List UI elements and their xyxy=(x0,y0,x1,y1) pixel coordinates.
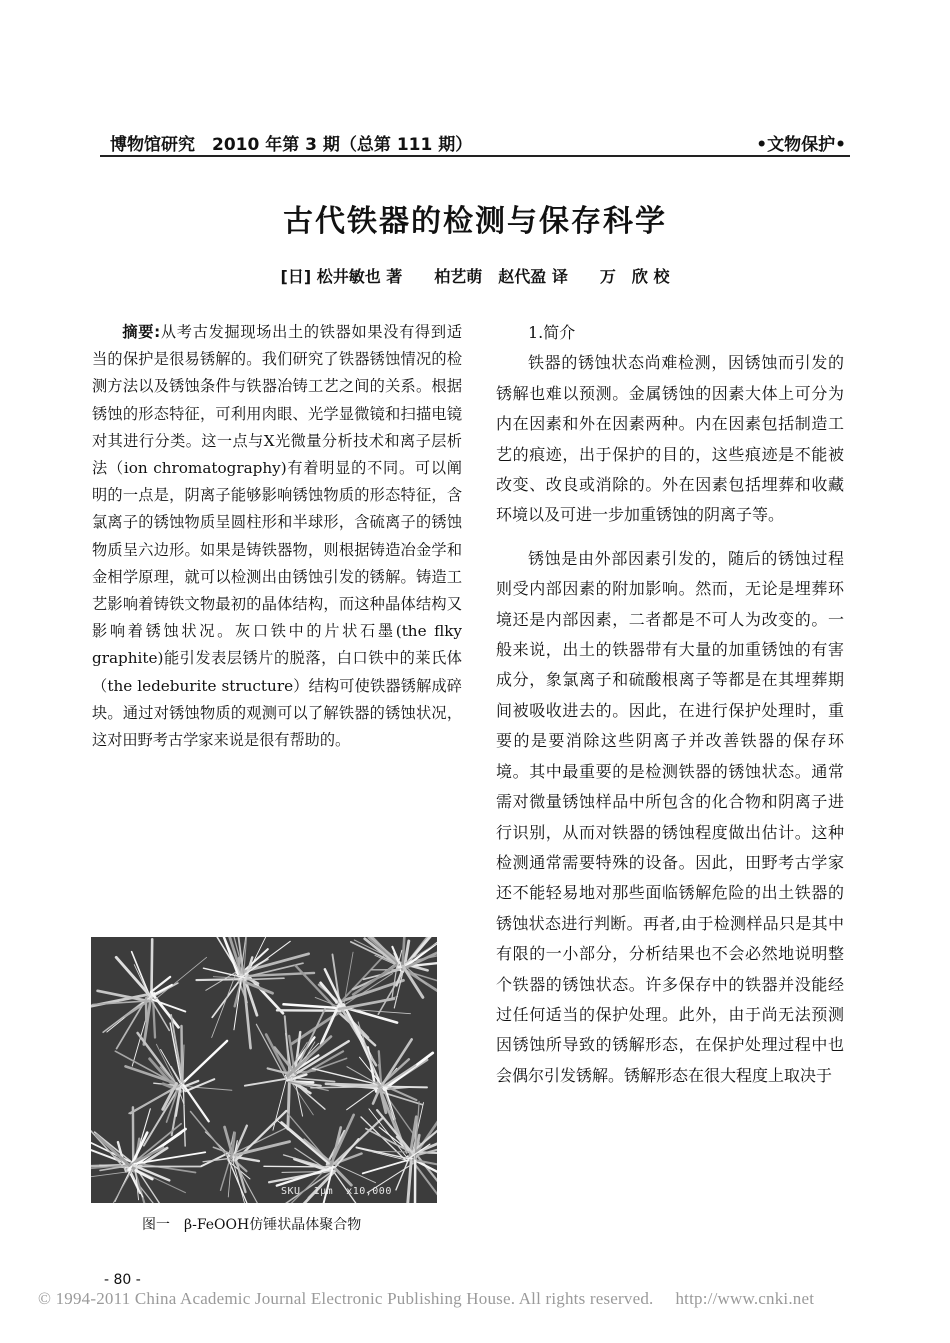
figure-caption: 图一 β-FeOOH仿锤状晶体聚合物 xyxy=(142,1217,362,1233)
crystal-needle xyxy=(385,1087,427,1088)
crystal-needle xyxy=(184,1089,186,1146)
crystal-needle xyxy=(295,1159,328,1170)
crystal-needle xyxy=(96,1135,132,1168)
abstract xyxy=(92,319,462,754)
crystal-needle xyxy=(245,937,275,979)
crystal-needle xyxy=(235,1162,269,1203)
section-heading: 1.简介 xyxy=(528,323,576,342)
journal-header: 博物馆研究 2010 年第 3 期（总第 111 期） xyxy=(110,135,473,155)
crystal-needle xyxy=(256,1024,286,1079)
article-title: 古代铁器的检测与保存科学 xyxy=(283,204,667,239)
crystal-needle xyxy=(183,1045,184,1083)
crystal-needle xyxy=(377,1110,414,1155)
crystal-cluster-image xyxy=(91,937,437,1203)
crystal-needle xyxy=(356,1147,410,1159)
article-byline: [日] 松井敏也 著 柏艺萌 赵代盈 译 万 欣 校 xyxy=(280,267,670,286)
crystal-needle xyxy=(116,957,151,997)
body-paragraph: 铁器的锈蚀状态尚难检测，因锈蚀而引发的锈解也难以预测。金属锈蚀的因素大体上可分为内在因素和外在因素两种。内在因素包括制造工艺的痕迹，出于保护的目的，这些痕迹是不能被改变、改良或消除的。外在因素包括埋葬和收藏环境以及可进一步加重锈蚀的阴离子等。 xyxy=(496,353,844,525)
crystal-needle xyxy=(403,966,423,997)
copyright-footer xyxy=(38,1289,814,1309)
abstract-label: 摘要: xyxy=(122,323,161,341)
crystal-needle xyxy=(358,1022,378,1083)
header-divider xyxy=(100,155,850,157)
crystal-needle xyxy=(138,1033,178,1087)
body-column xyxy=(496,318,844,1091)
crystal-needle xyxy=(312,1069,377,1085)
crystal-needle xyxy=(155,957,207,999)
crystal-needle xyxy=(282,1123,330,1164)
abstract-text: 从考古发掘现场出土的铁器如果没有得到适当的保护是很易锈解的。我们研究了铁器锈蚀情况的检测方法以及锈蚀条件与铁器冶铸工艺之间的关系。根据锈蚀的形态特征，可利用肉眼、光学显微镜和扫描电镜对其进行分类。这一点与X光微量分析技术和离子层析法（ion chromatography)有着明显的不同。可以阐明的一点是，阴离子能够影响锈蚀物质的形态特征，含氯离子的锈蚀物质呈圆柱形和半球形，含硫离子的锈蚀物质呈六边形。如果是铸铁器物，则根据铸造冶金学和金相学原理，就可以检测出由锈蚀引发的锈解。铸造工艺影响着铸铁文物最初的晶体结构，而这种晶体结构又影响着锈蚀状况。灰口铁中的片状石墨(the flky graphite)能引发表层锈片的脱落，白口铁中的莱氏体（the ledeburite structure）结构可使铁器锈解成碎块。通过对锈蚀物质的观测可以了解铁器的锈蚀状况，这对田野考古学家来说是很有帮助的。 xyxy=(92,323,463,750)
page-number: - 80 - xyxy=(104,1272,141,1288)
crystal-needle xyxy=(212,973,236,1037)
crystal-needle xyxy=(182,1083,208,1121)
crystal-needle xyxy=(115,1051,176,1084)
sem-micrograph-figure xyxy=(91,937,437,1203)
crystal-needle xyxy=(125,1002,147,1017)
cnki-link[interactable]: http://www.cnki.net xyxy=(675,1289,815,1308)
body-paragraph: 锈蚀是由外部因素引发的，随后的锈蚀过程则受内部因素的附加影响。然而，无论是埋葬环境还是内部因素，二者都是不可人为改变的。一般来说，出土的铁器带有大量的加重锈蚀的有害成分，象氯离子和硫酸根离子等都是在其埋葬期间被吸收进去的。因此，在进行保护处理时，重要的是要消除这些阴离子并改善铁器的保存环境。其中最重要的是检测铁器的锈蚀状态。通常需对微量锈蚀样品中所包含的化合物和阴离子进行识别，从而对铁器的锈蚀程度做出估计。这种检测通常需要特殊的设备。因此，田野考古学家还不能轻易地对那些面临锈解危险的出土铁器的锈蚀状态进行判断。再者,由于检测样品只是其中有限的一小部分，分析结果也不会必然地说明整个铁器的锈蚀状态。许多保存中的铁器并没能经过任何适当的保护处理。此外，由于尚无法预测因锈蚀所导致的锈解形态，在保护处理过程中也会偶尔引发锈解。锈解形态在很大程度上取决于 xyxy=(496,548,844,1085)
crystal-needle xyxy=(180,1041,227,1086)
crystal-needle xyxy=(196,979,241,980)
crystal-needle xyxy=(366,1129,414,1154)
crystal-needle xyxy=(245,1078,291,1086)
crystal-needle xyxy=(228,1160,231,1197)
figure-scalebar: SKU 1μm x10,000 xyxy=(281,1186,392,1197)
section-label: •文物保护• xyxy=(756,135,846,155)
crystal-needle xyxy=(91,1172,129,1179)
crystal-needle xyxy=(277,1120,328,1163)
crystal-needle xyxy=(288,1077,290,1129)
crystal-needle xyxy=(304,1140,332,1164)
copyright-text: © 1994-2011 China Academic Journal Electronic Publishing House. All rights reserved. xyxy=(38,1289,654,1308)
